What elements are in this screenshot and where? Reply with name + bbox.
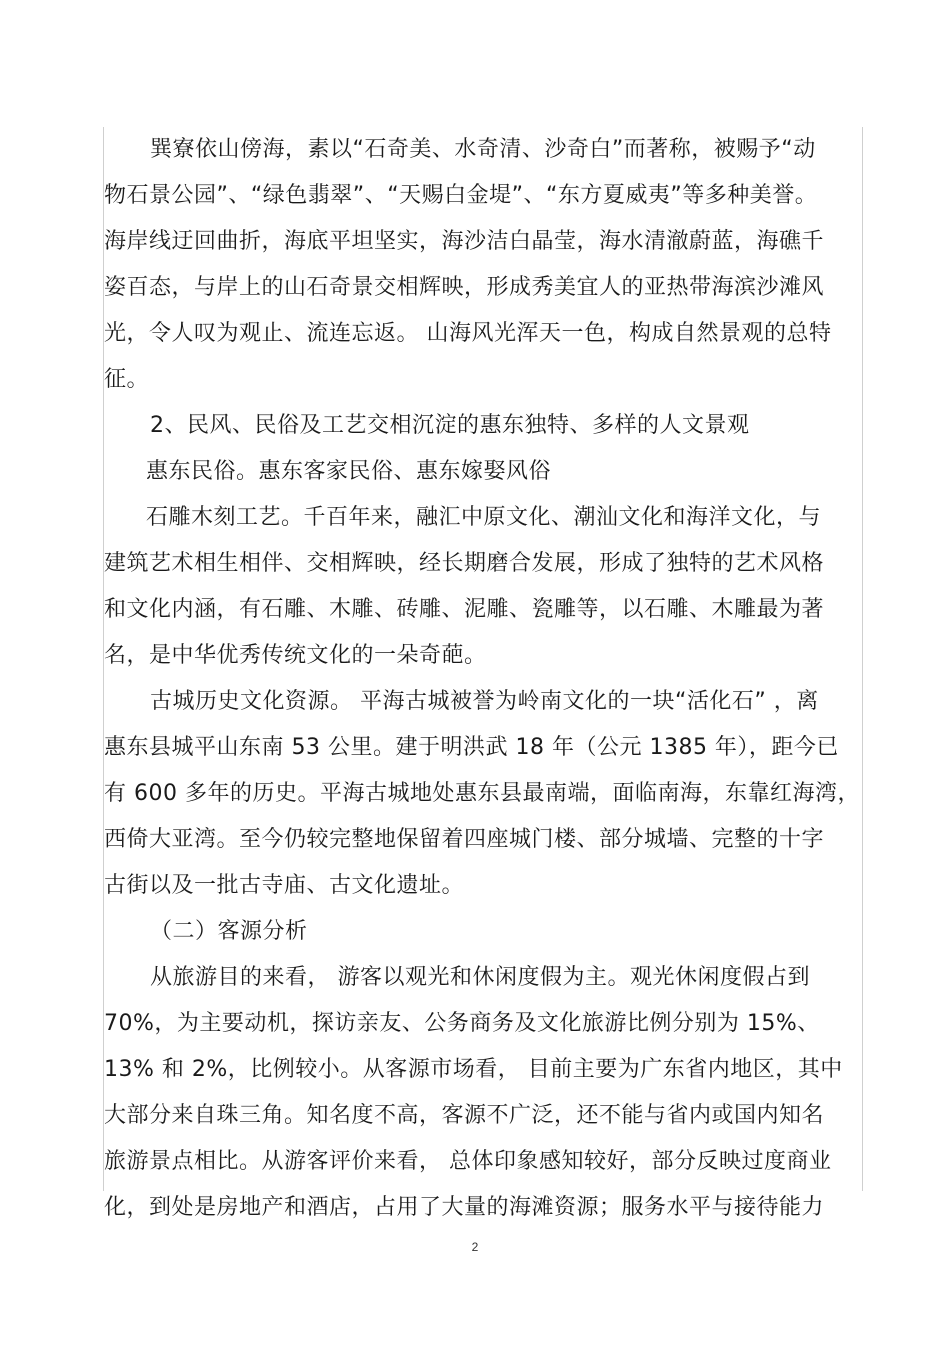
text-line: 古街以及一批古寺庙、古文化遗址。 <box>104 873 465 898</box>
body-text <box>103 127 863 1220</box>
text-line: 70%，为主要动机，探访亲友、公务商务及文化旅游比例分别为 15%、 <box>104 1011 820 1036</box>
text-line: 物石景公园”、“绿色翡翠”、“天赐白金堤”、“东方夏威夷”等多种美誉。 <box>104 183 818 208</box>
text-line: 有 600 多年的历史。平海古城地处惠东县最南端，面临南海，东靠红海湾， <box>104 781 860 806</box>
text-line: 大部分来自珠三角。知名度不高，客源不广泛，还不能与省内或国内知名 <box>104 1103 825 1128</box>
text-line: 石雕木刻工艺。千百年来，融汇中原文化、潮汕文化和海洋文化，与 <box>146 505 822 530</box>
text-line: 海岸线迂回曲折，海底平坦坚实，海沙洁白晶莹，海水清澈蔚蓝，海礁千 <box>104 229 825 254</box>
text-line: 古城历史文化资源。 平海古城被誉为岭南文化的一块“活化石” ，离 <box>150 689 819 714</box>
text-line: 化，到处是房地产和酒店，占用了大量的海滩资源；服务水平与接待能力 <box>104 1195 825 1220</box>
text-line: 征。 <box>104 367 150 392</box>
text-line: 巽寮依山傍海，素以“石奇美、水奇清、沙奇白”而著称，被赐予“动 <box>150 137 816 162</box>
text-line: 13% 和 2%，比例较小。从客源市场看， 目前主要为广东省内地区，其中 <box>104 1057 843 1082</box>
text-line: 建筑艺术相生相伴、交相辉映，经长期磨合发展，形成了独特的艺术风格 <box>104 551 825 576</box>
text-line: 从旅游目的来看， 游客以观光和休闲度假为主。观光休闲度假占到 <box>150 965 810 990</box>
text-line: 和文化内涵，有石雕、木雕、砖雕、泥雕、瓷雕等，以石雕、木雕最为著 <box>104 597 825 622</box>
text-line: 姿百态，与岸上的山石奇景交相辉映，形成秀美宜人的亚热带海滨沙滩风 <box>104 275 825 300</box>
text-line: 旅游景点相比。从游客评价来看， 总体印象感知较好，部分反映过度商业 <box>104 1149 832 1174</box>
text-line: 惠东县城平山东南 53 公里。建于明洪武 18 年（公元 1385 年），距今已 <box>104 735 839 760</box>
text-line: 名，是中华优秀传统文化的一朵奇葩。 <box>104 643 487 668</box>
text-line: 西倚大亚湾。至今仍较完整地保留着四座城门楼、部分城墙、完整的十字 <box>104 827 825 852</box>
text-line: 惠东民俗。惠东客家民俗、惠东嫁娶风俗 <box>146 459 552 484</box>
page-number: 2 <box>471 1240 479 1254</box>
section-heading: 2、民风、民俗及工艺交相沉淀的惠东独特、多样的人文景观 <box>150 413 750 438</box>
text-line: 光，令人叹为观止、流连忘返。 山海风光浑天一色，构成自然景观的总特 <box>104 321 832 346</box>
section-heading: （二）客源分析 <box>150 919 308 944</box>
